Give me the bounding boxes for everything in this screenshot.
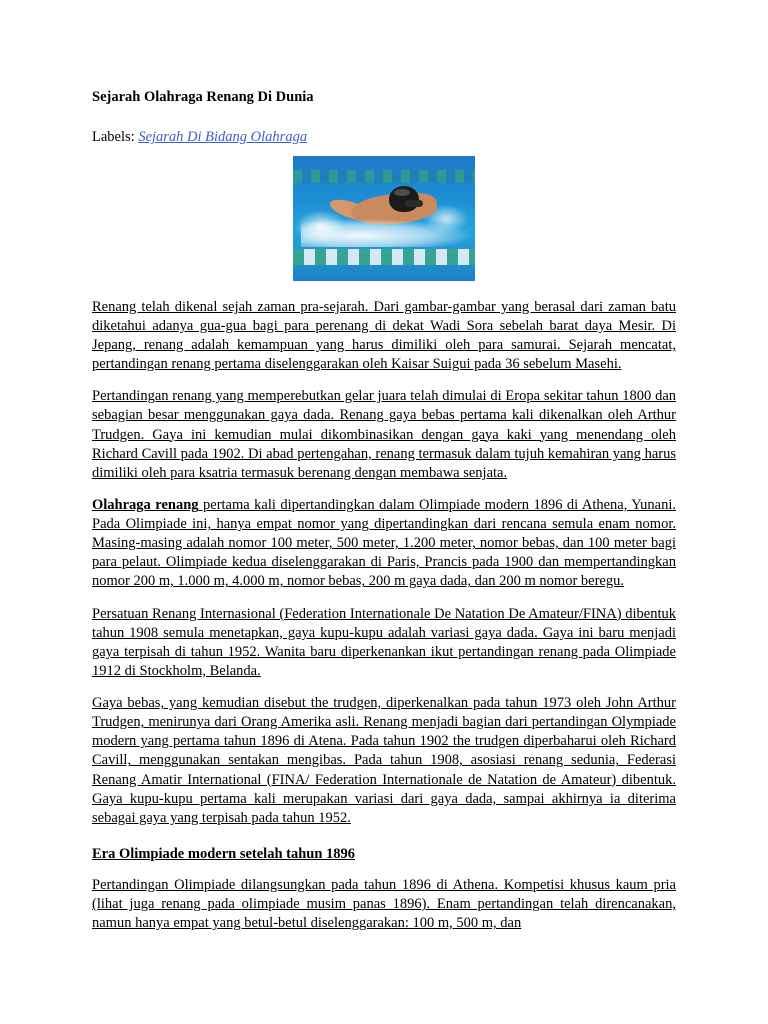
paragraph-1: Renang telah dikenal sejah zaman pra-sejarah. Dari gambar-gambar yang berasal dari zaman batu diketahui adanya gua-gua bagi para perenang di dekat Wadi Sora sebelah barat daya Mesir. Di Jepang, renang adalah kemampuan yang harus dimiliki oleh para samurai. Sejarah mencatat, pertandingan renang pertama diselenggarakan oleh Kaisar Suigui pada 36 sebelum Masehi. xyxy=(92,298,676,373)
swimmer-photo xyxy=(293,156,475,281)
paragraph-3-lead: Olahraga renang xyxy=(92,496,199,513)
label-link-sejarah-di-bidang-olahraga[interactable]: Sejarah Di Bidang Olahraga xyxy=(138,128,308,145)
paragraph-6: Pertandingan Olimpiade dilangsungkan pada tahun 1896 di Athena. Kompetisi khusus kaum pria (lihat juga renang pada olimpiade musim panas 1896). Enam pertandingan telah direncanakan, namun hanya empat yang betul-betul diselenggarakan: 100 m, 500 m, dan xyxy=(92,876,676,932)
lane-rope-bottom xyxy=(293,249,475,265)
paragraph-4: Persatuan Renang Internasional (Federation Internationale De Natation De Amateur/FINA) dibentuk tahun 1908 semula menetapkan, gaya kupu-kupu adalah variasi gaya dada. Gaya ini baru menjadi gaya terpisah di tahun 1952. Wanita baru diperkenankan ikut pertandingan renang pada Olimpiade 1912 di Stockholm, Belanda. xyxy=(92,605,676,679)
labels-prefix: Labels: xyxy=(92,128,135,145)
page-title: Sejarah Olahraga Renang Di Dunia xyxy=(92,89,314,105)
swim-cap-highlight xyxy=(394,189,410,196)
paragraph-3 xyxy=(92,496,676,592)
lane-rope-top xyxy=(293,170,475,183)
labels-line xyxy=(92,129,676,146)
figure xyxy=(92,156,676,286)
paragraph-2: Pertandingan renang yang memperebutkan gelar juara telah dimulai di Eropa sekitar tahun 1800 dan sebagian besar menggunakan gaya dada. Renang gaya bebas pertama kali dikenalkan oleh Arthur Trudgen. Gaya ini kemudian mulai dikombinasikan dengan gaya kaki yang menendang oleh Richard Cavill pada 1902. Di abad pertengahan, renang termasuk dalam tujuh kemahiran yang harus dimiliki oleh para ksatria termasuk berenang dengan membawa senjata. xyxy=(92,388,676,481)
paragraph-3-text: pertama kali dipertandingkan dalam Olimpiade modern 1896 di Athena, Yunani. Pada Olimpiade ini, hanya empat nomor yang dipertandingkan dari rencana semula enam nomor. Masing-masing adalah nomor 100 meter, 500 meter, 1.200 meter, nomor bebas, dan 100 meter bagi para pelaut. Olimpiade kedua diselenggarakan di Paris, Prancis pada 1900 dan mempertandingkan nomor 200 m, 1.000 m, 4.000 m, nomor bebas, 200 m gaya dada, dan 200 m nomor beregu. xyxy=(92,496,677,590)
water-foam xyxy=(301,219,471,247)
swim-goggles xyxy=(405,200,423,207)
section-heading-era-olimpiade-modern: Era Olimpiade modern setelah tahun 1896 xyxy=(92,845,356,862)
paragraph-5: Gaya bebas, yang kemudian disebut the trudgen, diperkenalkan pada tahun 1973 oleh John Arthur Trudgen, menirunya dari Orang Amerika asli. Renang menjadi bagian dari pertandingan Olympiade modern yang pertama tahun 1896 di Atena. Pada tahun 1902 the trudgen diperbaharui oleh Richard Cavill, menggunakan sentakan mengibas. Pada tahun 1908, asosiasi renang sedunia, Federasi Renang Amatir International (FINA/ Federation Internationale de Natation de Amateur) dibentuk. Gaya kupu-kupu pertama kali merupakan variasi dari gaya dada, sampai akhirnya ia diterima sebagai gaya yang terpisah pada tahun 1952. xyxy=(92,695,676,826)
